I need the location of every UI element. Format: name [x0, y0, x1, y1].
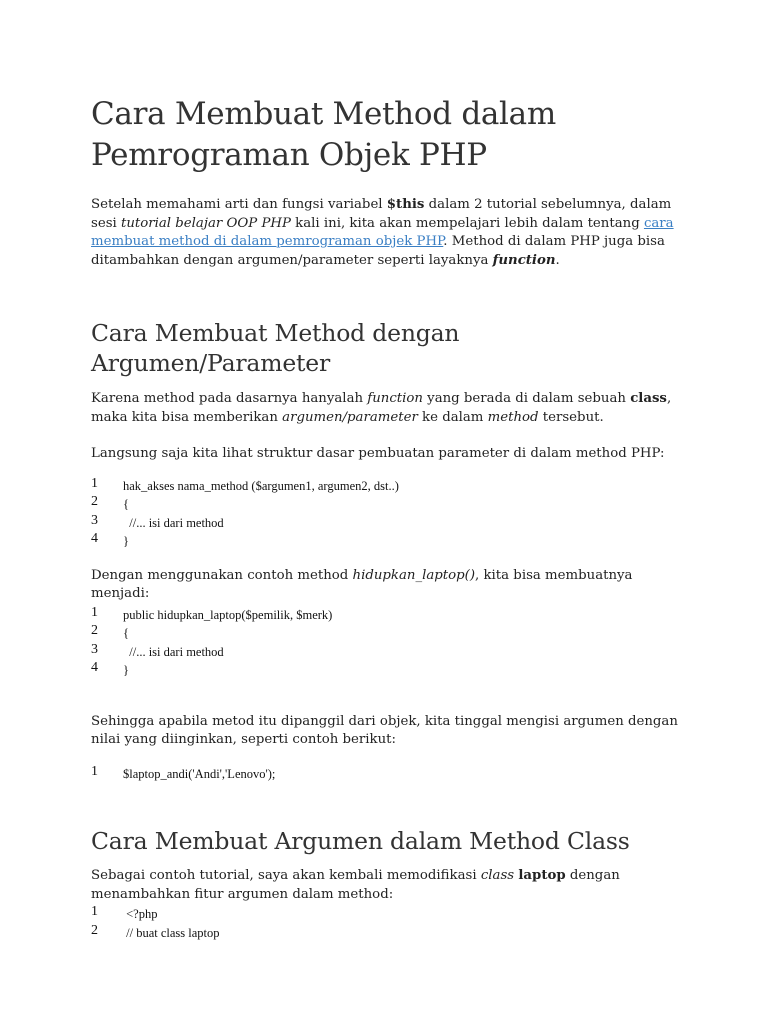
intro-text-1: Setelah memahami arti dan fungsi variabel	[91, 197, 387, 212]
page-title: Cara Membuat Method dalam Pemrograman Objek PHP	[91, 96, 556, 173]
s1p1-italic-function: function	[367, 391, 423, 406]
code-block-4	[91, 904, 691, 941]
code-line	[91, 476, 691, 495]
section1-paragraph-3	[91, 567, 691, 604]
s2p1-italic-class: class	[480, 868, 515, 883]
line-number: 2	[91, 623, 98, 638]
code-text: {	[123, 626, 129, 640]
s1p1-italic-argumen: argumen/parameter	[282, 409, 418, 425]
s1p1-text-5: tersebut.	[538, 409, 604, 425]
code-line	[91, 764, 691, 783]
code-line	[91, 660, 691, 679]
s2p1-bold-laptop: laptop	[518, 868, 566, 883]
code-line	[91, 605, 691, 624]
intro-bold-this: $this	[386, 197, 425, 212]
line-number: 4	[91, 660, 98, 675]
code-line	[91, 513, 691, 532]
section1-paragraph-1	[91, 390, 691, 427]
section1-paragraph-4: Sehingga apabila metod itu dipanggil dari objek, kita tinggal mengisi argumen dengan nilai yang diinginkan, seperti contoh berikut:	[91, 713, 678, 747]
line-number: 1	[91, 604, 98, 620]
s1p1-text-4: ke dalam	[417, 409, 488, 425]
s1p3-text-2: , kita bisa membuatnya menjadi:	[91, 567, 633, 601]
code-line	[91, 904, 691, 923]
code-text: public hidupkan_laptop($pemilik, $merk)	[123, 607, 333, 622]
s1p1-bold-class: class	[630, 391, 667, 406]
line-number: 4	[91, 531, 98, 546]
s1p1-italic-method: method	[487, 409, 539, 425]
code-text: //... isi dari method	[123, 515, 224, 530]
line-number: 3	[91, 641, 98, 657]
intro-text-3: kali ini, kita akan mempelajari lebih dalam tentang	[290, 215, 644, 231]
code-text: }	[123, 534, 129, 548]
s1p1-text-3: , maka kita bisa memberikan	[91, 391, 672, 425]
code-text: hak_akses nama_method ($argumen1, argumen2, dst..)	[123, 478, 399, 493]
section1-heading: Cara Membuat Method dengan Argumen/Parameter	[91, 319, 460, 377]
intro-bold-italic-function: function	[492, 252, 556, 268]
s1p1-text-2: yang berada di dalam sebuah	[422, 391, 631, 406]
line-number: 1	[91, 904, 98, 919]
s1p1-text-1: Karena method pada dasarnya hanyalah	[91, 391, 368, 406]
intro-link[interactable]: cara membuat method di dalam pemrograman objek PHP	[91, 215, 674, 249]
code-line	[91, 923, 691, 942]
section2-heading: Cara Membuat Argumen dalam Method Class	[91, 827, 630, 855]
document	[91, 94, 691, 941]
intro-text-2: dalam 2 tutorial sebelumnya, dalam sesi	[91, 197, 672, 231]
s1p3-italic-hidupkan: hidupkan_laptop()	[352, 567, 476, 583]
intro-paragraph	[91, 196, 691, 270]
line-number: 3	[91, 512, 98, 528]
code-text: }	[123, 663, 129, 677]
intro-italic-oop: tutorial belajar OOP PHP	[121, 215, 291, 231]
code-text: <?php	[123, 907, 158, 921]
s2p1-text-3: dengan menambahkan fitur argumen dalam method:	[91, 868, 620, 902]
code-text: $laptop_andi('Andi','Lenovo');	[123, 766, 276, 781]
intro-text-5: .	[555, 252, 560, 268]
code-line	[91, 531, 691, 550]
intro-text-4: . Method di dalam PHP juga bisa ditambahkan dengan argumen/parameter seperti layaknya	[91, 234, 665, 268]
section1-paragraph-2: Langsung saja kita lihat struktur dasar pembuatan parameter di dalam method PHP:	[91, 446, 665, 461]
line-number: 1	[91, 763, 98, 779]
s1p3-text-1: Dengan menggunakan contoh method	[91, 567, 353, 583]
code-block-2	[91, 605, 691, 679]
line-number: 2	[91, 494, 98, 509]
line-number: 1	[91, 475, 98, 491]
s2p1-text-1: Sebagai contoh tutorial, saya akan kembali memodifikasi	[91, 868, 481, 883]
code-line	[91, 494, 691, 513]
code-line	[91, 642, 691, 661]
code-line	[91, 623, 691, 642]
code-block-1	[91, 476, 691, 550]
code-text: {	[123, 497, 129, 511]
code-text: // buat class laptop	[123, 925, 220, 940]
code-text: //... isi dari method	[123, 644, 224, 659]
line-number: 2	[91, 922, 98, 938]
code-block-3	[91, 764, 691, 783]
section2-paragraph-1	[91, 867, 691, 904]
